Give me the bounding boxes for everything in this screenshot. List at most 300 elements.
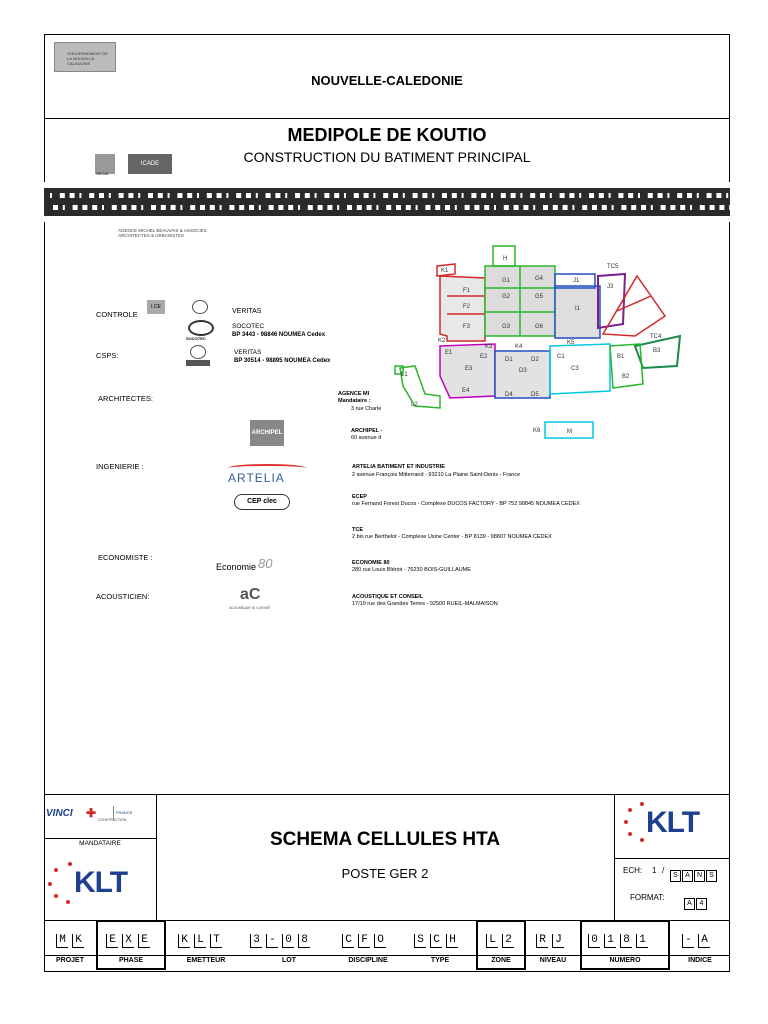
- ribbon-mark: [256, 193, 258, 198]
- ribbon-mark: [190, 205, 195, 210]
- ribbon-mark: [592, 205, 597, 210]
- format-boxes: [684, 892, 708, 910]
- plan-label-g5: G5: [535, 294, 544, 300]
- csps-label: CSPS:: [96, 351, 119, 360]
- economie-address: 280 rue Louis Blériot - 76230 BOIS-GUILLAUME: [352, 567, 471, 573]
- vinci-logo-separator: [113, 806, 114, 820]
- socotec-logo-text: SOCOTEC: [186, 336, 206, 341]
- ribbon-mark: [481, 193, 486, 198]
- code-char: 1: [636, 934, 648, 948]
- site-plan: [385, 236, 685, 456]
- ribbon-mark: [308, 205, 313, 210]
- ribbon-mark: [641, 205, 646, 210]
- code-char: K: [178, 934, 190, 948]
- ribbon-mark: [151, 205, 156, 210]
- ech-slash: /: [662, 866, 665, 875]
- code-char: T: [210, 934, 222, 948]
- ribbon-mark: [138, 193, 140, 198]
- label-zone: ZONE: [491, 957, 511, 964]
- code-char: 3: [250, 934, 262, 948]
- ribbon-mark: [334, 193, 339, 198]
- ribbon-mark: [327, 205, 332, 210]
- ribbon-mark: [628, 193, 633, 198]
- ribbon-mark: [275, 193, 280, 198]
- ribbon-mark: [719, 205, 724, 210]
- ribbon-mark: [266, 193, 271, 198]
- region-title: NOUVELLE-CALEDONIE: [311, 73, 463, 88]
- plan-label-d3: D3: [519, 368, 527, 374]
- ribbon-mark: [416, 205, 418, 210]
- ribbon-mark: [560, 193, 565, 198]
- ribbon-mark: [383, 193, 388, 198]
- plan-label-tc4: TC4: [650, 334, 662, 340]
- ribbon-mark: [99, 193, 104, 198]
- code-numero: [588, 934, 652, 948]
- ribbon-mark: [269, 205, 274, 210]
- vinci-country: FRANCE: [116, 810, 133, 815]
- ice-logo: I.CE: [147, 300, 165, 314]
- plan-label-g4: G4: [535, 276, 544, 282]
- ribbon-mark: [239, 205, 244, 210]
- format-label: FORMAT:: [630, 893, 665, 902]
- ribbon-mark: [89, 193, 94, 198]
- vinci-logo: VINCI: [46, 808, 73, 819]
- artelia-name: ARTELIA BATIMENT ET INDUSTRIE: [352, 464, 445, 470]
- ribbon-mark: [364, 193, 369, 198]
- acousticien-label: ACOUSTICIEN:: [96, 592, 150, 601]
- footer-vline-1: [156, 794, 157, 920]
- ribbon-mark: [484, 205, 489, 210]
- format-box: 4: [696, 898, 707, 910]
- ribbon-mark: [141, 205, 143, 210]
- code-char: L: [194, 934, 206, 948]
- ribbon-mark: [501, 193, 506, 198]
- code-char: 0: [282, 934, 294, 948]
- socotec-logo-icon: [188, 320, 214, 336]
- plan-label-j1: J1: [573, 278, 580, 284]
- plan-label-g2: G2: [502, 294, 511, 300]
- code-indice: [682, 934, 714, 948]
- architect-header-line1: AGENCE MICHEL BEAUVAIS & ASSOCIES: [118, 228, 207, 233]
- label-projet: PROJET: [55, 957, 84, 964]
- ribbon-mark: [550, 193, 552, 198]
- code-projet: [56, 934, 88, 948]
- plan-label-c3: C3: [571, 366, 579, 372]
- agence-role: Mandataire :: [338, 398, 371, 404]
- plan-label-d2: D2: [531, 357, 539, 363]
- ribbon-mark: [445, 205, 450, 210]
- ech-label: ECH:: [623, 866, 643, 875]
- code-char: J: [552, 934, 564, 948]
- ribbon-mark: [452, 193, 457, 198]
- zone-b: [610, 344, 643, 388]
- ribbon-mark: [229, 205, 234, 210]
- veritas2-name: VERITAS: [234, 349, 262, 356]
- ribbon-mark: [220, 205, 222, 210]
- ribbon-mark: [661, 205, 666, 210]
- ribbon-mark: [494, 205, 496, 210]
- ribbon-mark: [226, 193, 228, 198]
- economie-logo: Economie: [216, 562, 257, 572]
- ribbon-mark: [413, 193, 418, 198]
- ribbon-mark: [180, 205, 182, 210]
- code-char: C: [342, 934, 354, 948]
- label-niveau: NIVEAU: [539, 957, 567, 964]
- ribbon-mark: [376, 205, 378, 210]
- ribbon-mark: [197, 193, 199, 198]
- ribbon-mark: [667, 193, 669, 198]
- plan-label-k3: K3: [485, 344, 493, 350]
- ribbon-mark: [171, 205, 176, 210]
- code-char: E: [106, 934, 118, 948]
- ribbon-mark: [207, 193, 212, 198]
- ribbon-mark: [168, 193, 170, 198]
- ribbon-mark: [589, 193, 594, 198]
- ribbon-mark: [70, 193, 75, 198]
- ribbon-mark: [122, 205, 127, 210]
- zone-c: [550, 344, 610, 394]
- plan-label-l1: L1: [401, 372, 408, 378]
- mandataire-divider: [44, 838, 156, 839]
- ribbon-mark: [347, 205, 352, 210]
- ribbon-mark: [187, 193, 192, 198]
- ribbon-mark: [200, 205, 205, 210]
- vinci-logo-subtitle: CONSTRUCTION: [98, 818, 127, 822]
- socotec-address: BP 3443 - 98846 NOUMEA Cedex: [232, 332, 326, 338]
- ribbon-mark: [432, 193, 434, 198]
- ribbon-mark: [543, 205, 548, 210]
- ribbon-mark: [112, 205, 117, 210]
- plan-label-tc5: TC5: [607, 264, 619, 270]
- label-lot: LOT: [282, 957, 296, 964]
- code-lot: [250, 934, 314, 948]
- ac-logo: aC: [240, 586, 261, 603]
- agence-name: AGENCE MI: [338, 391, 370, 397]
- plan-label-e4: E4: [462, 388, 470, 394]
- ribbon-mark: [278, 205, 283, 210]
- artelia-address: 2 avenue François Mitterrand - 93210 La Plaine Saint-Denis - France: [352, 472, 521, 478]
- ingenierie-label: INGENIERIE :: [96, 462, 144, 471]
- ribbon-mark: [295, 193, 300, 198]
- veritas-name: VERITAS: [232, 308, 262, 315]
- ribbon-mark: [530, 193, 535, 198]
- ecep-name: ECEP: [352, 494, 367, 500]
- code-char: R: [536, 934, 548, 948]
- ribbon-mark: [246, 193, 251, 198]
- ribbon-mark: [638, 193, 640, 198]
- ribbon-mark: [236, 193, 241, 198]
- label-type: TYPE: [430, 957, 450, 964]
- label-discipline: DISCIPLINE: [348, 957, 388, 964]
- ribbon-mark: [621, 205, 626, 210]
- ribbon-mark: [50, 193, 52, 198]
- klt-logo-right: [620, 798, 724, 846]
- plan-label-f2: F2: [463, 304, 471, 310]
- plan-label-b3: B3: [653, 348, 661, 354]
- vinci-logo-mark: ✚: [86, 806, 97, 820]
- ech-box: S: [706, 870, 717, 882]
- ribbon-mark: [572, 205, 574, 210]
- plan-label-h: H: [503, 256, 508, 262]
- code-niveau: [536, 934, 568, 948]
- ribbon-mark: [582, 205, 587, 210]
- code-char: S: [414, 934, 426, 948]
- code-char: A: [698, 934, 710, 948]
- klt-logo-left: [46, 856, 146, 912]
- ribbon-mark: [435, 205, 440, 210]
- ribbon-mark: [82, 205, 87, 210]
- ribbon-mark: [680, 205, 685, 210]
- ribbon-mark: [60, 193, 65, 198]
- ac-logo-subtitle: acoustique & conseil: [229, 605, 271, 610]
- controle-label: CONTROLE: [96, 310, 138, 319]
- code-char: 0: [588, 934, 600, 948]
- ribbon-mark: [504, 205, 509, 210]
- ribbon-mark: [599, 193, 604, 198]
- plan-label-i1: I1: [575, 306, 581, 312]
- project-title: MEDIPOLE DE KOUTIO: [287, 125, 487, 145]
- plan-label-b1: B1: [617, 354, 625, 360]
- ribbon-mark: [690, 205, 692, 210]
- ribbon-mark: [602, 205, 607, 210]
- ribbon-mark: [177, 193, 182, 198]
- ribbon-mark: [285, 193, 287, 198]
- ribbon-mark: [315, 193, 317, 198]
- label-emetteur: EMETTEUR: [186, 957, 226, 964]
- acoustique-name: ACOUSTIQUE ET CONSEIL: [352, 594, 424, 600]
- ribbon-mark: [569, 193, 574, 198]
- ribbon-mark: [403, 193, 405, 198]
- code-char: 8: [620, 934, 632, 948]
- ribbon-mark: [249, 205, 254, 210]
- ribbon-mark: [465, 205, 470, 210]
- archipel-logo: ARCHIPEL: [250, 420, 284, 446]
- ribbon-mark: [393, 193, 398, 198]
- ribbon-mark: [158, 193, 163, 198]
- architect-header: [118, 228, 207, 238]
- klt-logo-right-text: KLT: [646, 806, 700, 839]
- plan-label-d4: D4: [505, 392, 513, 398]
- plan-label-e1: E1: [445, 350, 453, 356]
- ribbon-mark: [344, 193, 346, 198]
- ribbon-mark: [579, 193, 581, 198]
- ribbon-mark: [53, 205, 58, 210]
- ribbon-mark: [520, 193, 522, 198]
- economie80-logo: 80: [258, 556, 273, 571]
- ribbon-mark: [700, 205, 705, 210]
- ech-divider: [614, 858, 730, 859]
- code-char: 8: [298, 934, 310, 948]
- ribbon-mark: [455, 205, 457, 210]
- ribbon-mark: [514, 205, 519, 210]
- ribbon-mark: [131, 205, 136, 210]
- tce-address: 2 bis rue Berthelot - Complexe Usine Center - BP 8139 - 98807 NOUMEA CEDEX: [352, 534, 552, 540]
- ribbon-mark: [109, 193, 111, 198]
- code-char: F: [358, 934, 370, 948]
- ribbon-mark: [357, 205, 362, 210]
- ribbon-mark: [396, 205, 401, 210]
- code-char: X: [122, 934, 134, 948]
- code-char: C: [430, 934, 442, 948]
- ribbon-mark: [354, 193, 359, 198]
- project-subtitle: CONSTRUCTION DU BATIMENT PRINCIPAL: [243, 149, 531, 165]
- ribbon-mark: [726, 193, 728, 198]
- label-indice: INDICE: [688, 957, 712, 964]
- plan-label-k2: K2: [438, 338, 446, 344]
- ribbon-mark: [609, 193, 611, 198]
- ribbon-mark: [73, 205, 78, 210]
- ribbon-mark: [367, 205, 372, 210]
- plan-label-m: M: [567, 429, 572, 435]
- plan-label-k4: K4: [515, 344, 523, 350]
- plan-label-l2: L2: [411, 402, 418, 408]
- ribbon-mark: [618, 193, 623, 198]
- plan-label-g3: G3: [502, 324, 511, 330]
- ribbon-mark: [648, 193, 653, 198]
- label-phase: PHASE: [118, 957, 144, 964]
- code-char: H: [446, 934, 458, 948]
- ribbon-mark: [729, 205, 730, 210]
- ecep-address: rue Fernand Forest Ducos - Complexe DUCOS FACTORY - BP 752 98845 NOUMEA CEDEX: [352, 501, 580, 507]
- ribbon-mark: [324, 193, 329, 198]
- ribbon-mark: [210, 205, 215, 210]
- ribbon-mark: [217, 193, 222, 198]
- ech-box: A: [682, 870, 693, 882]
- decorative-ribbon: [44, 182, 730, 222]
- government-logo-text: GOUVERNEMENT DE LA NOUVELLE-CALEDONIE: [67, 51, 108, 66]
- ribbon-mark: [305, 193, 310, 198]
- architect-header-line2: ARCHITECTES & URBANISTES: [118, 233, 185, 238]
- veritas2-logo-bar: [186, 360, 210, 366]
- ribbon-mark: [373, 193, 375, 198]
- ribbon-mark: [422, 193, 427, 198]
- ribbon-mark: [442, 193, 447, 198]
- ribbon-mark: [707, 193, 712, 198]
- ribbon-mark: [710, 205, 715, 210]
- architectes-label: ARCHITECTES:: [98, 394, 154, 403]
- plan-label-k1: K1: [441, 268, 449, 274]
- ribbon-mark: [102, 205, 104, 210]
- veritas2-address: BP 30514 - 98895 NOUMEA Cedex: [234, 358, 331, 364]
- plan-label-e2: E2: [480, 354, 488, 360]
- ribbon-mark: [491, 193, 493, 198]
- ribbon-mark: [651, 205, 653, 210]
- ribbon-mark: [288, 205, 293, 210]
- ribbon-mark: [687, 193, 692, 198]
- code-char: 1: [604, 934, 616, 948]
- ribbon-mark: [533, 205, 535, 210]
- code-zone: [486, 934, 518, 948]
- ribbon-mark: [119, 193, 124, 198]
- zone-i: [555, 286, 600, 338]
- code-char: 2: [502, 934, 514, 948]
- agence-address: 3 rue Charle: [351, 406, 382, 412]
- ribbon-mark: [553, 205, 558, 210]
- ribbon-mark: [318, 205, 323, 210]
- ribbon-mark: [471, 193, 476, 198]
- footer-vline-2: [614, 794, 615, 920]
- artelia-logo: ARTELIA: [228, 471, 285, 485]
- ribbon-mark: [511, 193, 516, 198]
- government-logo: [54, 42, 116, 72]
- ribbon-mark: [716, 193, 721, 198]
- plan-label-j3: J3: [607, 284, 614, 290]
- ribbon-mark: [540, 193, 545, 198]
- ribbon-mark: [128, 193, 133, 198]
- veritas2-logo: [190, 345, 206, 359]
- mandataire-label: MANDATAIRE: [79, 840, 121, 847]
- code-char: K: [72, 934, 84, 948]
- code-char: -: [682, 934, 694, 948]
- ribbon-mark: [92, 205, 97, 210]
- code-char: M: [56, 934, 68, 948]
- archipel-name: ARCHIPEL -: [351, 428, 383, 434]
- ribbon-mark: [462, 193, 464, 198]
- plan-label-e3: E3: [465, 366, 473, 372]
- ribbon-mark: [337, 205, 339, 210]
- tce-name: TCE: [352, 527, 363, 533]
- ribbon-mark: [298, 205, 300, 210]
- plan-label-k6: K6: [533, 428, 541, 434]
- footer-divider: [44, 794, 730, 795]
- cep-logo: CEP clec: [234, 494, 290, 510]
- ribbon-mark: [161, 205, 166, 210]
- ribbon-mark: [612, 205, 614, 210]
- ech-value: 1: [652, 866, 657, 875]
- ribbon-mark: [425, 205, 430, 210]
- plan-label-g1: G1: [502, 278, 511, 284]
- plan-label-d5: D5: [531, 392, 539, 398]
- plan-label-f1: F1: [463, 288, 471, 294]
- ribbon-mark: [677, 193, 682, 198]
- code-char: O: [374, 934, 386, 948]
- code-char: E: [138, 934, 150, 948]
- ribbon-mark: [406, 205, 411, 210]
- zone-d: [495, 351, 550, 398]
- ribbon-mark: [386, 205, 391, 210]
- divider: [44, 118, 730, 119]
- ribbon-mark: [259, 205, 261, 210]
- secal-logo-text: SECAL: [96, 171, 110, 176]
- ribbon-mark: [474, 205, 479, 210]
- ribbon-mark: [658, 193, 663, 198]
- ribbon-mark: [697, 193, 699, 198]
- ribbon-mark: [523, 205, 528, 210]
- ribbon-mark: [670, 205, 675, 210]
- economiste-label: ECONOMISTE :: [98, 553, 153, 562]
- archipel-address: 60 avenue d: [351, 435, 382, 441]
- plan-label-k5: K5: [567, 340, 575, 346]
- code-type: [414, 934, 462, 948]
- socotec-name: SOCOTEC: [232, 323, 265, 330]
- klt-logo-left-text: KLT: [74, 866, 128, 899]
- acoustique-address: 17/19 rue des Grandes Terres - 92500 RUEIL-MALMAISON: [352, 601, 498, 607]
- code-char: -: [266, 934, 278, 948]
- drawing-title: SCHEMA CELLULES HTA: [269, 829, 501, 850]
- ribbon-mark: [63, 205, 65, 210]
- ech-box: N: [694, 870, 705, 882]
- code-emetteur: [178, 934, 226, 948]
- drawing-subtitle: POSTE GER 2: [341, 866, 429, 881]
- ech-box: S: [670, 870, 681, 882]
- ribbon-mark: [631, 205, 636, 210]
- format-box: A: [684, 898, 695, 910]
- ribbon-mark: [563, 205, 568, 210]
- plan-label-c1: C1: [557, 354, 565, 360]
- veritas-logo: [192, 300, 208, 314]
- icade-logo: ICADE: [128, 154, 172, 174]
- plan-label-f3: F3: [463, 324, 471, 330]
